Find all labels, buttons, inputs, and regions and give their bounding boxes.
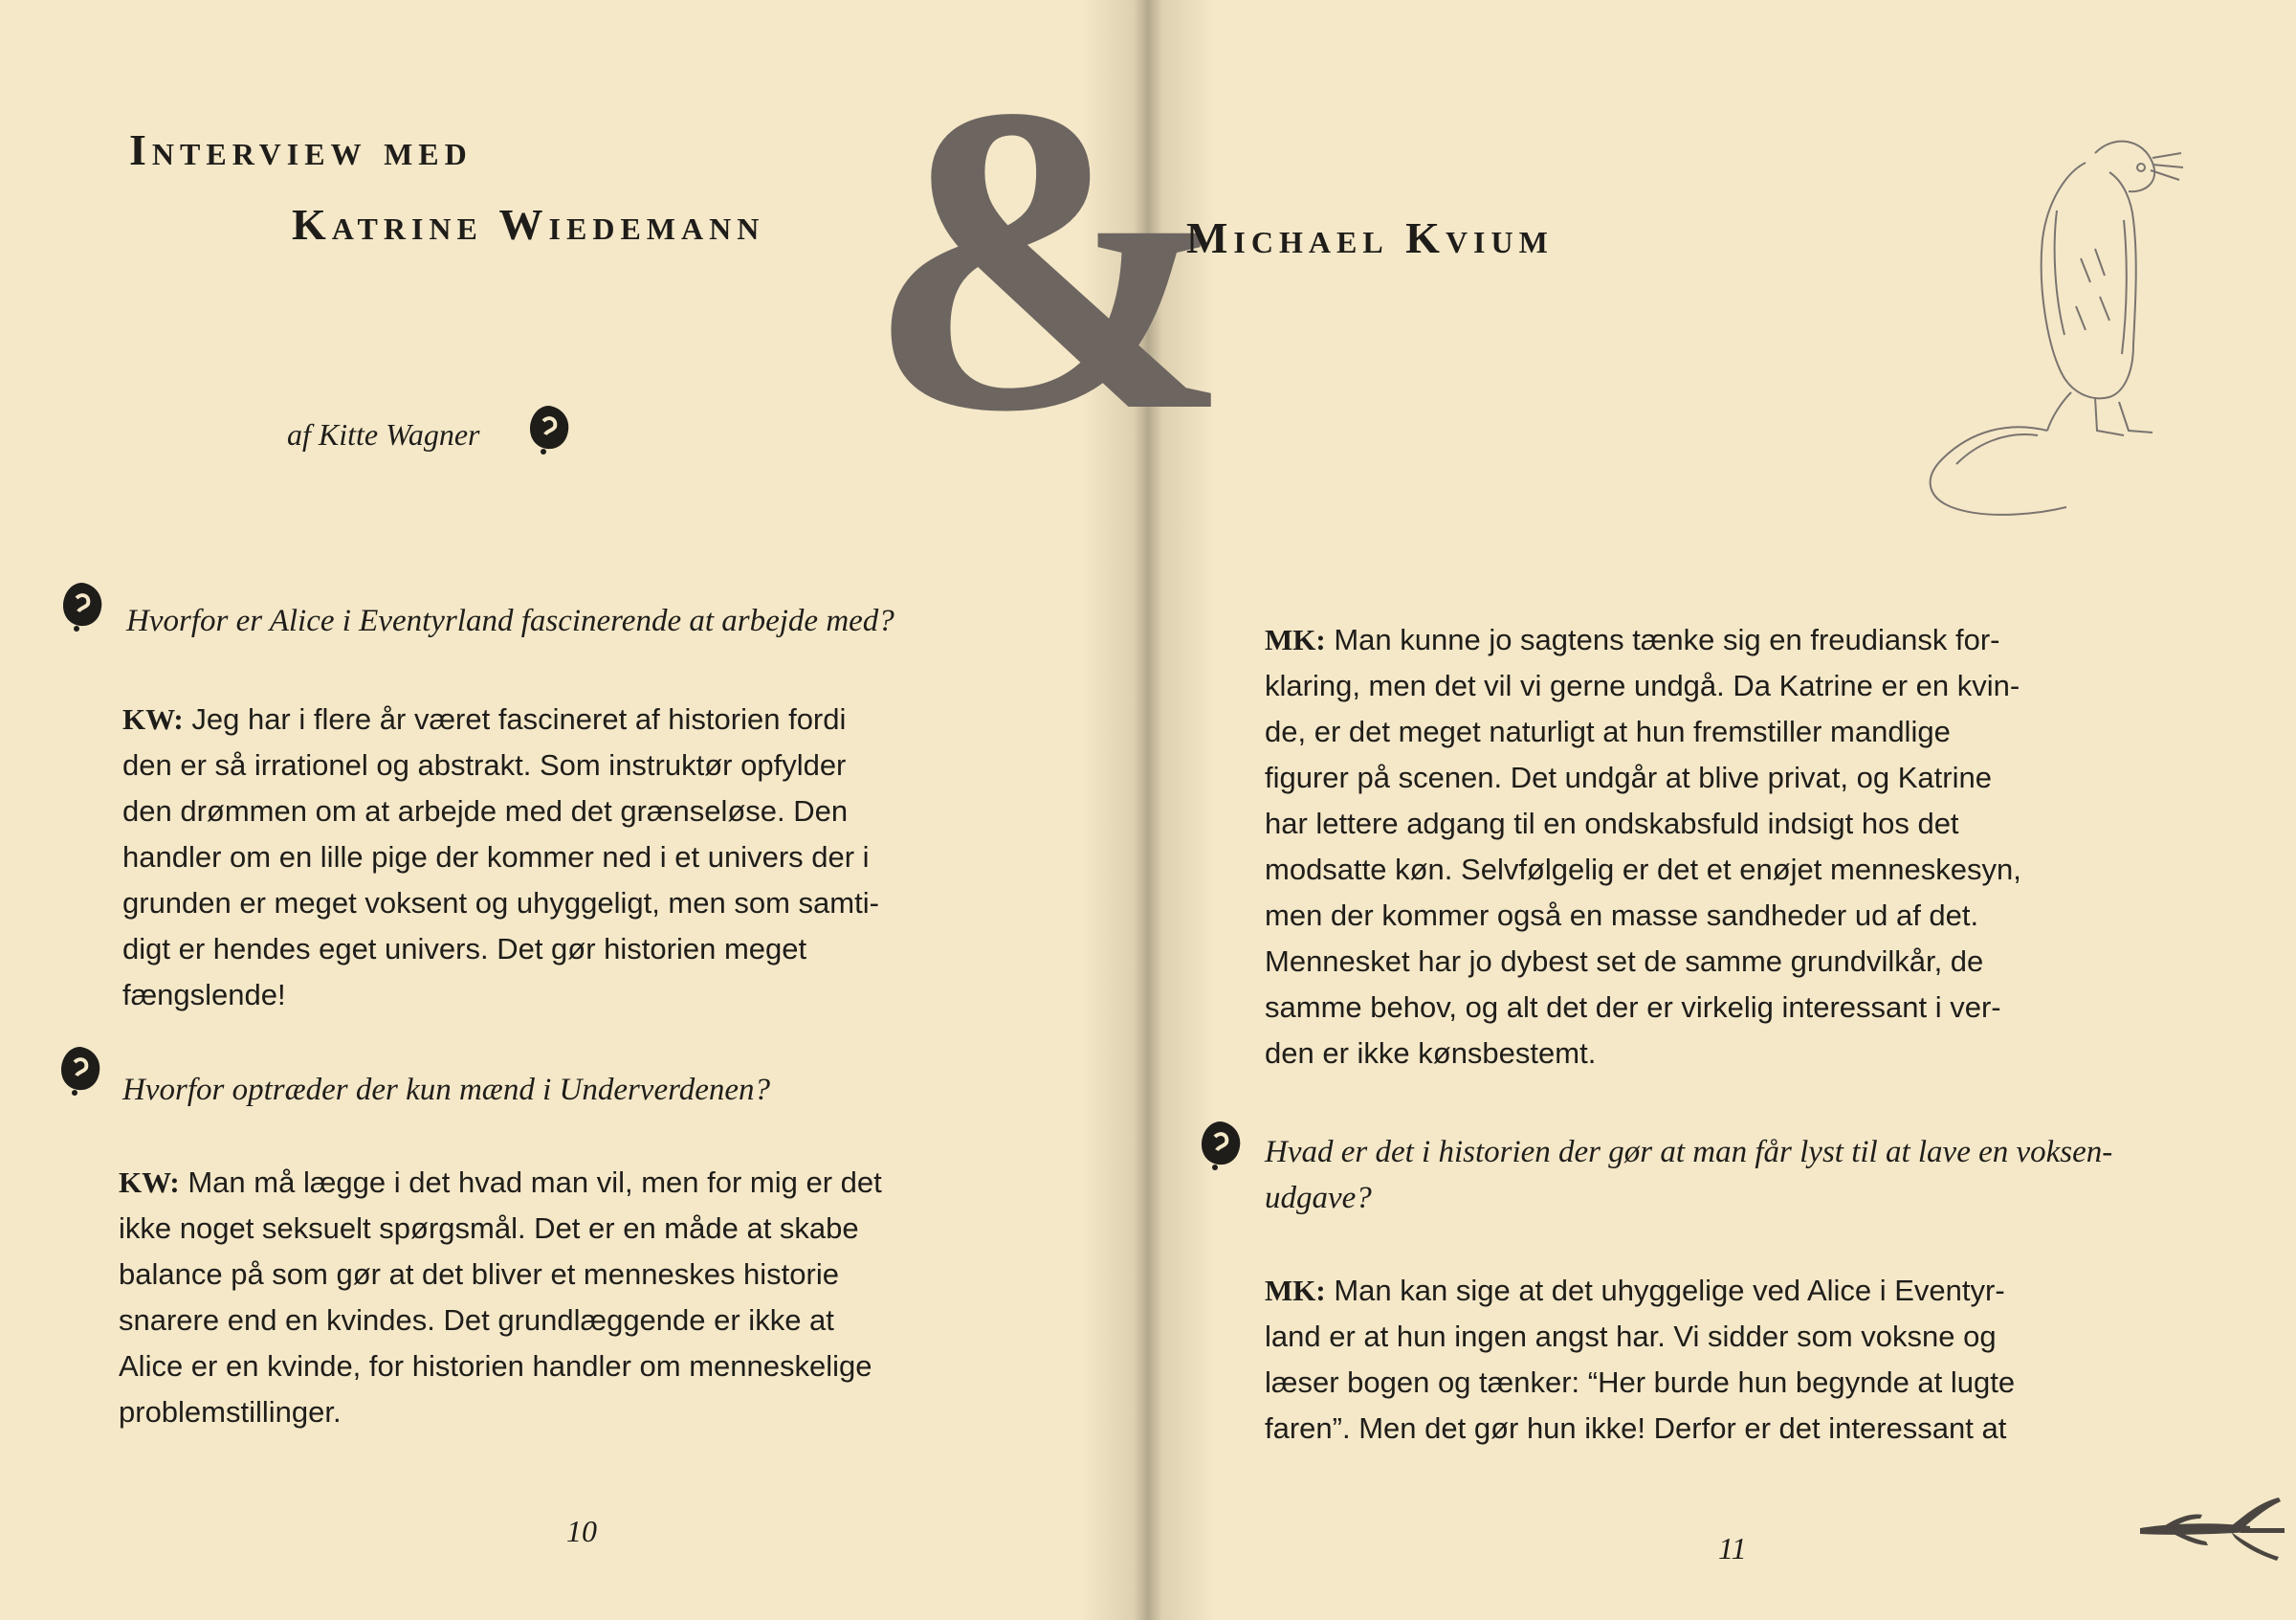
speaker-label: MK: [1265,623,1326,656]
text-line: Man må lægge i det hvad man vil, men for mig er det [188,1165,882,1199]
ink-blot-icon [524,402,574,455]
text-line: den drømmen om at arbejde med det grænseløse. Den [122,794,849,828]
title-right: Michael Kvium [1186,213,1554,262]
text-line: faren”. Men det gør hun ikke! Derfor er det interessant at [1265,1411,2007,1445]
answer-mk-1 [1265,617,2221,1076]
text-line: læser bogen og tænker: “Her burde hun begynde at lugte [1265,1365,2016,1399]
byline [287,417,479,453]
text-line: den er ikke kønsbestemt. [1265,1036,1597,1070]
question-2: Hvorfor optræder der kun mænd i Underverdenen? [122,1073,771,1107]
text-line: balance på som gør at det bliver et menneskes historie [119,1257,839,1291]
page-number-left: 10 [566,1514,597,1548]
speaker-label: KW: [119,1165,180,1199]
text-line: har lettere adgang til en ondskabsfuld indsigt hos det [1265,807,1959,840]
text-line: Jeg har i flere år været fascineret af historien fordi [191,702,847,736]
text-line: Man kan sige at det uhyggelige ved Alice i Eventyr- [1334,1274,2005,1307]
ampersand-decoration: & [866,14,1233,502]
text-line: klaring, men det vil vi gerne undgå. Da Katrine er en kvin- [1265,669,2020,702]
text-line: modsatte køn. Selvfølgelig er det et enøjet menneskesyn, [1265,853,2021,886]
text-line: problemstillinger. [119,1395,342,1429]
text-line: snarere end en kvindes. Det grundlæggende er ikke at [119,1303,834,1337]
answer-1 [122,697,1060,1018]
text-line: men der kommer også en masse sandheder ud af det. [1265,899,1979,932]
ink-blot-icon [57,579,107,632]
text-line: handler om en lille pige der kommer ned i et univers der i [122,840,870,874]
rat-illustration [1894,115,2210,526]
text-line: figurer på scenen. Det undgår at blive privat, og Katrine [1265,761,1992,794]
title-line-2: Katrine Wiedemann [292,200,765,249]
text-line: ikke noget seksuelt spørgsmål. Det er en måde at skabe [119,1211,859,1245]
speaker-label: KW: [122,702,184,736]
text-line: Man kunne jo sagtens tænke sig en freudiansk for- [1334,623,2000,656]
text-line: udgave? [1265,1181,1372,1215]
answer-mk-2 [1265,1268,2221,1452]
speaker-label: MK: [1265,1274,1326,1307]
text-line: Hvad er det i historien der gør at man får lyst til at lave en voksen- [1265,1135,2113,1169]
arrow-right-icon[interactable] [2135,1488,2288,1565]
ink-blot-icon [1196,1118,1246,1171]
answer-2 [119,1160,1056,1435]
question-1: Hvorfor er Alice i Eventyrland fascinerende at arbejde med? [126,604,894,638]
title-line-1: Interview med [129,125,473,174]
question-mk-1 [1265,1129,2221,1221]
text-line: digt er hendes eget univers. Det gør historien meget [122,932,807,965]
text-line: Mennesket har jo dybest set de samme grundvilkår, de [1265,944,1984,978]
text-line: fængslende! [122,978,286,1011]
page-number-right: 11 [1718,1531,1747,1565]
ink-blot-icon [55,1043,105,1097]
text-line: samme behov, og alt det der er virkelig interessant i ver- [1265,990,2001,1024]
text-line: den er så irrationel og abstrakt. Som instruktør opfylder [122,748,847,782]
text-line: land er at hun ingen angst har. Vi sidder som voksne og [1265,1320,1997,1353]
byline-text: af Kitte Wagner [287,417,480,452]
text-line: de, er det meget naturligt at hun fremstiller mandlige [1265,715,1951,748]
text-line: grunden er meget voksent og uhyggeligt, men som samti- [122,886,879,920]
text-line: Alice er en kvinde, for historien handler om menneskelige [119,1349,872,1383]
